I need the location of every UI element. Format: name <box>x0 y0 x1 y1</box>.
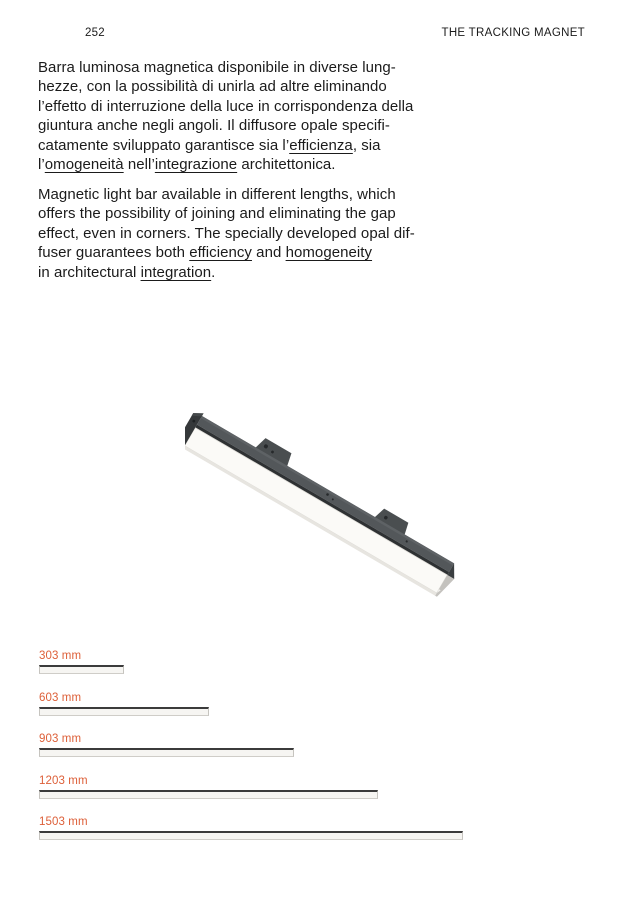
length-row <box>39 733 294 757</box>
underlined-term: efficienza <box>289 136 353 154</box>
length-label: 603 mm <box>39 691 82 704</box>
length-bar <box>39 665 124 674</box>
text-segment: l’effetto di interruzione della luce in corrispondenza della <box>38 97 414 115</box>
opal-diffuser <box>185 428 447 593</box>
underlined-term: integration <box>140 263 212 281</box>
text-segment: catamente sviluppato garantisce sia l’ <box>38 136 290 154</box>
text-line <box>38 136 468 155</box>
text-segment: effect, even in corners. The specially developed opal dif- <box>38 224 415 242</box>
text-line <box>38 58 468 77</box>
length-row <box>39 650 124 674</box>
text-segment: l’ <box>38 156 45 174</box>
underlined-term: integrazione <box>154 156 238 174</box>
text-line <box>38 263 468 282</box>
underlined-term: homogeneity <box>285 244 373 262</box>
underlined-term: omogeneità <box>44 156 124 174</box>
length-row <box>39 816 463 840</box>
housing-lip <box>195 425 449 575</box>
length-label: 1203 mm <box>39 774 88 787</box>
text-line <box>38 116 468 135</box>
paragraph-english <box>38 185 468 282</box>
text-line <box>38 185 468 204</box>
text-segment: offers the possibility of joining and eliminating the gap <box>38 205 396 223</box>
length-bar <box>39 831 463 840</box>
text-line <box>38 243 468 262</box>
page-number: 252 <box>85 27 105 39</box>
text-segment: Barra luminosa magnetica disponibile in diverse lung- <box>38 59 396 76</box>
underlined-term: efficiency <box>189 244 252 262</box>
length-bar <box>39 790 378 799</box>
length-row <box>39 775 378 799</box>
paragraph-italian <box>38 58 468 174</box>
text-line <box>38 77 468 96</box>
text-segment: fuser guarantees both <box>38 244 190 262</box>
length-diagram <box>39 650 599 870</box>
text-segment: nell’ <box>123 156 155 174</box>
length-bar <box>39 707 209 716</box>
text-segment: , sia <box>352 136 381 154</box>
text-segment: architettonica. <box>237 156 336 174</box>
text-line <box>38 97 468 116</box>
length-label: 303 mm <box>39 650 82 662</box>
light-bar-render <box>185 408 475 608</box>
text-line <box>38 204 468 223</box>
text-segment: Magnetic light bar available in different lengths, which <box>38 186 396 203</box>
housing-top <box>197 416 454 572</box>
text-segment: in architectural <box>38 263 141 281</box>
text-line <box>38 224 468 243</box>
product-image <box>185 408 475 608</box>
text-segment: and <box>251 244 286 262</box>
length-label: 903 mm <box>39 733 82 745</box>
page-header-title: THE TRACKING MAGNET <box>441 27 585 39</box>
text-line <box>38 155 468 174</box>
length-label: 1503 mm <box>39 816 88 828</box>
text-segment: hezze, con la possibilità di unirla ad altre eliminando <box>38 78 387 96</box>
length-row <box>39 692 209 716</box>
text-segment: giuntura anche negli angoli. Il diffusore opale specifi- <box>38 117 390 135</box>
length-bar <box>39 748 294 757</box>
text-segment: . <box>211 263 216 281</box>
